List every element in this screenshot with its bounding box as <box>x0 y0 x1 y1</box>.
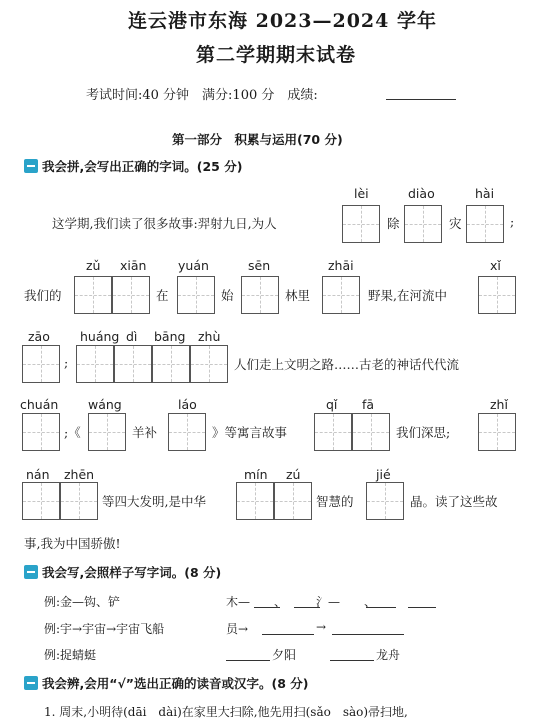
q2-example-3: 例:捉蜻蜓 <box>44 648 97 662</box>
char-box[interactable] <box>466 205 504 243</box>
pinyin-zhu: zhù <box>198 329 221 344</box>
char-box[interactable] <box>314 413 352 451</box>
line4-text-c: 》等寓言故事 <box>212 425 288 440</box>
line4-text-d: 我们深思; <box>396 425 451 440</box>
answer-blank[interactable] <box>254 607 280 608</box>
score-blank[interactable] <box>386 99 456 100</box>
char-box[interactable] <box>478 276 516 314</box>
q2-row-3-a: 夕阳 <box>272 648 297 662</box>
pinyin-zhi: zhǐ <box>490 397 508 412</box>
char-box[interactable] <box>74 276 112 314</box>
line2-text-a: 我们的 <box>24 288 62 303</box>
section-badge-icon <box>24 676 38 690</box>
line2-text-e: 野果,在河流中 <box>368 288 447 303</box>
line1-text: 这学期,我们读了很多故事:羿射九日,为人 <box>52 216 277 231</box>
char-box[interactable] <box>241 276 279 314</box>
exam-title: 连云港市东海 2023—2024 学年 <box>128 10 437 32</box>
char-box[interactable] <box>366 482 404 520</box>
char-box[interactable] <box>478 413 516 451</box>
line2-text-b: 在 <box>156 288 169 303</box>
answer-blank[interactable] <box>294 607 320 608</box>
pinyin-huang: huáng <box>80 329 120 344</box>
line6-text: 事,我为中国骄傲! <box>24 536 121 551</box>
line1-text-d: ; <box>510 214 515 229</box>
q3-title: 我会辨,会用“√”选出正确的读音或汉字。(8 分) <box>42 676 309 691</box>
char-box[interactable] <box>274 482 312 520</box>
answer-blank[interactable] <box>226 660 270 661</box>
char-box[interactable] <box>112 276 150 314</box>
char-box[interactable] <box>60 482 98 520</box>
pinyin-xian: xiān <box>120 258 147 273</box>
char-box[interactable] <box>190 345 228 383</box>
pinyin-min: mín <box>244 467 268 482</box>
section-badge-icon <box>24 159 38 173</box>
q2-example-1: 例:金—钩、铲 <box>44 595 121 609</box>
exam-subtitle: 第二学期期末试卷 <box>196 44 357 66</box>
char-box[interactable] <box>322 276 360 314</box>
char-box[interactable] <box>22 482 60 520</box>
q2-row-3-b: 龙舟 <box>376 648 401 662</box>
line2-text-c: 始 <box>221 288 234 303</box>
pinyin-lao: láo <box>178 397 197 412</box>
line5-text-b: 智慧的 <box>316 494 354 509</box>
char-box[interactable] <box>152 345 190 383</box>
char-box[interactable] <box>114 345 152 383</box>
line1-text-b: 除 <box>387 216 400 231</box>
pinyin-xi: xǐ <box>490 258 501 273</box>
char-box[interactable] <box>22 345 60 383</box>
pinyin-chuan: chuán <box>20 397 59 412</box>
q2-title: 我会写,会照样子写字词。(8 分) <box>42 565 222 580</box>
part1-title: 第一部分 积累与运用(70 分) <box>172 132 343 147</box>
pinyin-wang: wáng <box>88 397 122 412</box>
pinyin-zu: zǔ <box>86 258 101 273</box>
pinyin-zhai: zhāi <box>328 258 354 273</box>
char-box[interactable] <box>342 205 380 243</box>
pinyin-fa: fā <box>362 397 375 412</box>
pinyin-bang: bāng <box>154 329 186 344</box>
pinyin-lei: lèi <box>354 186 369 201</box>
pinyin-zu2: zú <box>286 467 301 482</box>
char-box[interactable] <box>236 482 274 520</box>
pinyin-di: dì <box>126 329 138 344</box>
char-box[interactable] <box>88 413 126 451</box>
q2-row-1: 木— 、 氵— 、 <box>226 595 377 609</box>
pinyin-yuan: yuán <box>178 258 209 273</box>
pinyin-nan: nán <box>26 467 50 482</box>
answer-blank[interactable] <box>408 607 436 608</box>
line4-text-a: ;《 <box>64 425 81 440</box>
pinyin-hai: hài <box>475 186 495 201</box>
line5-text-c: 晶。读了这些故 <box>410 494 498 509</box>
q2-row-2: 员→ <box>226 622 249 636</box>
q2-example-2: 例:宇→宇宙→宇宙飞船 <box>44 622 165 636</box>
pinyin-zhen: zhēn <box>64 467 95 482</box>
char-box[interactable] <box>177 276 215 314</box>
q1-title: 我会拼,会写出正确的字词。(25 分) <box>42 159 243 174</box>
char-box[interactable] <box>404 205 442 243</box>
line2-text-d: 林里 <box>285 288 311 303</box>
pinyin-jie: jié <box>376 467 391 482</box>
answer-blank[interactable] <box>330 660 374 661</box>
line3-text-b: 人们走上文明之路……古老的神话代代流 <box>234 357 460 372</box>
pinyin-zao: zāo <box>28 329 50 344</box>
line4-text-b: 羊补 <box>132 425 158 440</box>
exam-info: 考试时间:40 分钟 满分:100 分 成绩: <box>86 88 318 103</box>
char-box[interactable] <box>22 413 60 451</box>
pinyin-diao: diào <box>408 186 435 201</box>
answer-blank[interactable] <box>366 607 396 608</box>
pinyin-sen: sēn <box>248 258 271 273</box>
q3-item-1: 1. 周末,小明待(dāi dài)在家里大扫除,他先用扫(sǎo sào)帚扫地, <box>44 705 408 719</box>
line3-text-a: ; <box>64 355 69 370</box>
char-box[interactable] <box>76 345 114 383</box>
line1-text-c: 灾 <box>449 216 462 231</box>
answer-blank[interactable] <box>332 634 404 635</box>
section-badge-icon <box>24 565 38 579</box>
line5-text-a: 等四大发明,是中华 <box>102 494 206 509</box>
char-box[interactable] <box>352 413 390 451</box>
pinyin-qi: qǐ <box>326 397 338 412</box>
char-box[interactable] <box>168 413 206 451</box>
arrow-right-icon: → <box>316 620 327 634</box>
answer-blank[interactable] <box>262 634 314 635</box>
